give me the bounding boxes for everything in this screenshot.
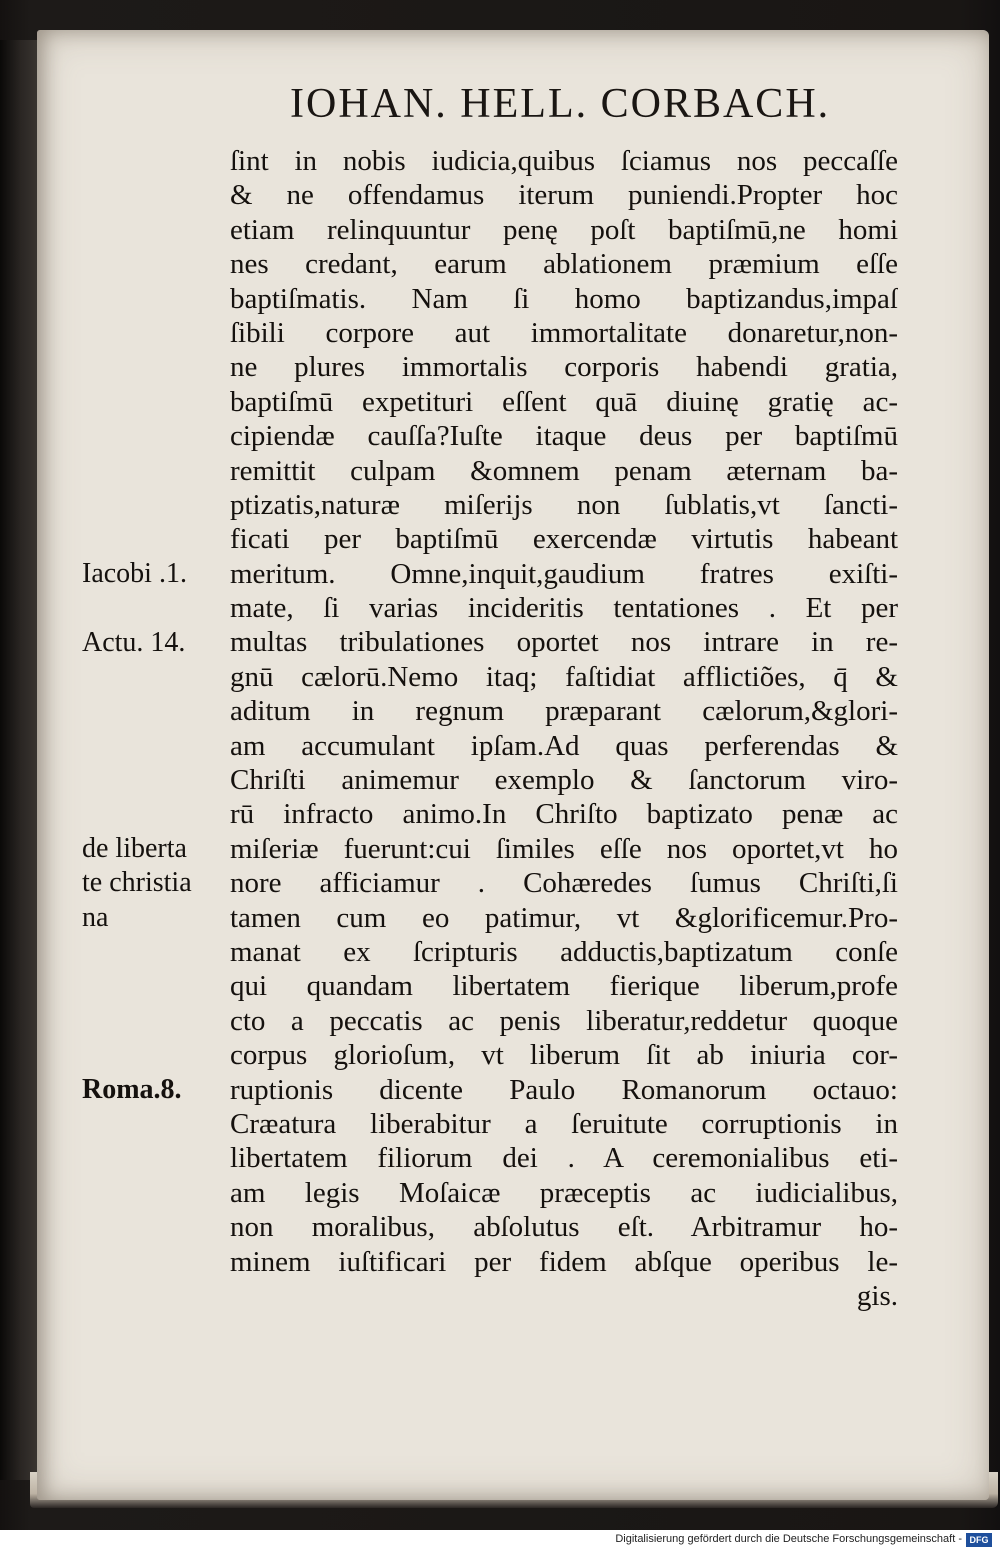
text-line: libertatem filiorum dei . A ceremonialibus eti- (230, 1142, 898, 1175)
text-line: Cræatura liberabitur a ſeruitute corruptionis in (230, 1107, 898, 1140)
margin-note: na (82, 901, 109, 933)
margin-note: Iacobi .1. (82, 557, 187, 589)
text-line: gnū cælorū.Nemo itaq; faſtidiat afflictiões, q̄ & (230, 660, 898, 693)
text-line: am accumulant ipſam.Ad quas perferendas & (230, 729, 898, 762)
text-line: mate, ſi varias incideritis tentationes . Et per (230, 592, 898, 625)
text-line: minem iuſtificari per fidem abſque operibus le- (230, 1245, 898, 1278)
text-line: baptiſmatis. Nam ſi homo baptizandus,impaſ (230, 282, 898, 315)
text-line: ruptionis dicente Paulo Romanorum octauo: (230, 1073, 898, 1106)
text-line: am legis Moſaicæ præceptis ac iudicialibus, (230, 1176, 898, 1209)
margin-note: te christia (82, 867, 192, 899)
text-line: tamen cum eo patimur, vt &glorificemur.Pro- (230, 901, 898, 934)
text-line: Chriſti animemur exemplo & ſanctorum viro- (230, 764, 898, 797)
text-line: etiam relinquuntur penę poſt baptiſmū,ne homi (230, 213, 898, 246)
text-line: qui quandam libertatem fierique liberum,profe (230, 970, 898, 1003)
text-line: ſibili corpore aut immortalitate donaretur,non- (230, 316, 898, 349)
margin-note: Roma.8. (82, 1073, 182, 1105)
text-line: gis. (856, 1279, 898, 1312)
margin-note: de liberta (82, 833, 187, 864)
text-line: cto a peccatis ac penis liberatur,reddetur quoque (230, 1004, 898, 1037)
text-line: ptizatis,naturæ miſerijs non ſublatis,vt ſancti- (230, 488, 898, 521)
text-line: aditum in regnum præparant cælorum,&glori- (230, 695, 898, 728)
text-line: non moralibus, abſolutus eſt. Arbitramur ho- (230, 1211, 898, 1244)
text-line: miſeriæ fuerunt:cui ſimiles eſſe nos oportet,vt ho (230, 832, 898, 865)
text-line: remittit culpam &omnem penam æternam ba- (230, 454, 898, 487)
text-line: multas tribulationes oportet nos intrare in re- (230, 626, 898, 659)
text-line: ne plures immortalis corporis habendi gratia, (230, 351, 898, 384)
text-line: & ne offendamus iterum puniendi.Propter hoc (230, 179, 898, 212)
main-text-block (230, 144, 898, 1313)
text-line: corpus glorioſum, vt liberum ſit ab iniuria cor- (230, 1039, 898, 1072)
dfg-logo: DFG (966, 1533, 992, 1547)
margin-note: Actu. 14. (82, 626, 186, 658)
running-head: IOHAN. HELL. CORBACH. (290, 81, 831, 127)
text-line: meritum. Omne,inquit,gaudium fratres exiſti- (230, 557, 898, 590)
book-binding-edge (0, 40, 38, 1480)
text-line: nore afficiamur . Cohæredes ſumus Chriſti,ſi (230, 867, 898, 900)
text-line: ſint in nobis iudicia,quibus ſciamus nos peccaſſe (230, 145, 898, 177)
text-line: cipiendæ cauſſa?Iuſte itaque deus per baptiſmū (230, 420, 898, 453)
text-line: ficati per baptiſmū exercendæ virtutis habeant (230, 523, 898, 556)
text-line: nes credant, earum ablationem præmium eſſe (230, 248, 898, 281)
text-line: rū infracto animo.In Chriſto baptizato penæ ac (230, 798, 898, 831)
text-line: manat ex ſcripturis adductis,baptizatum conſe (230, 935, 898, 968)
footer-credit: Digitalisierung gefördert durch die Deutsche Forschungsgemeinschaft - (615, 1533, 962, 1545)
text-line: baptiſmū expetituri eſſent quā diuinę gratię ac- (230, 385, 898, 418)
